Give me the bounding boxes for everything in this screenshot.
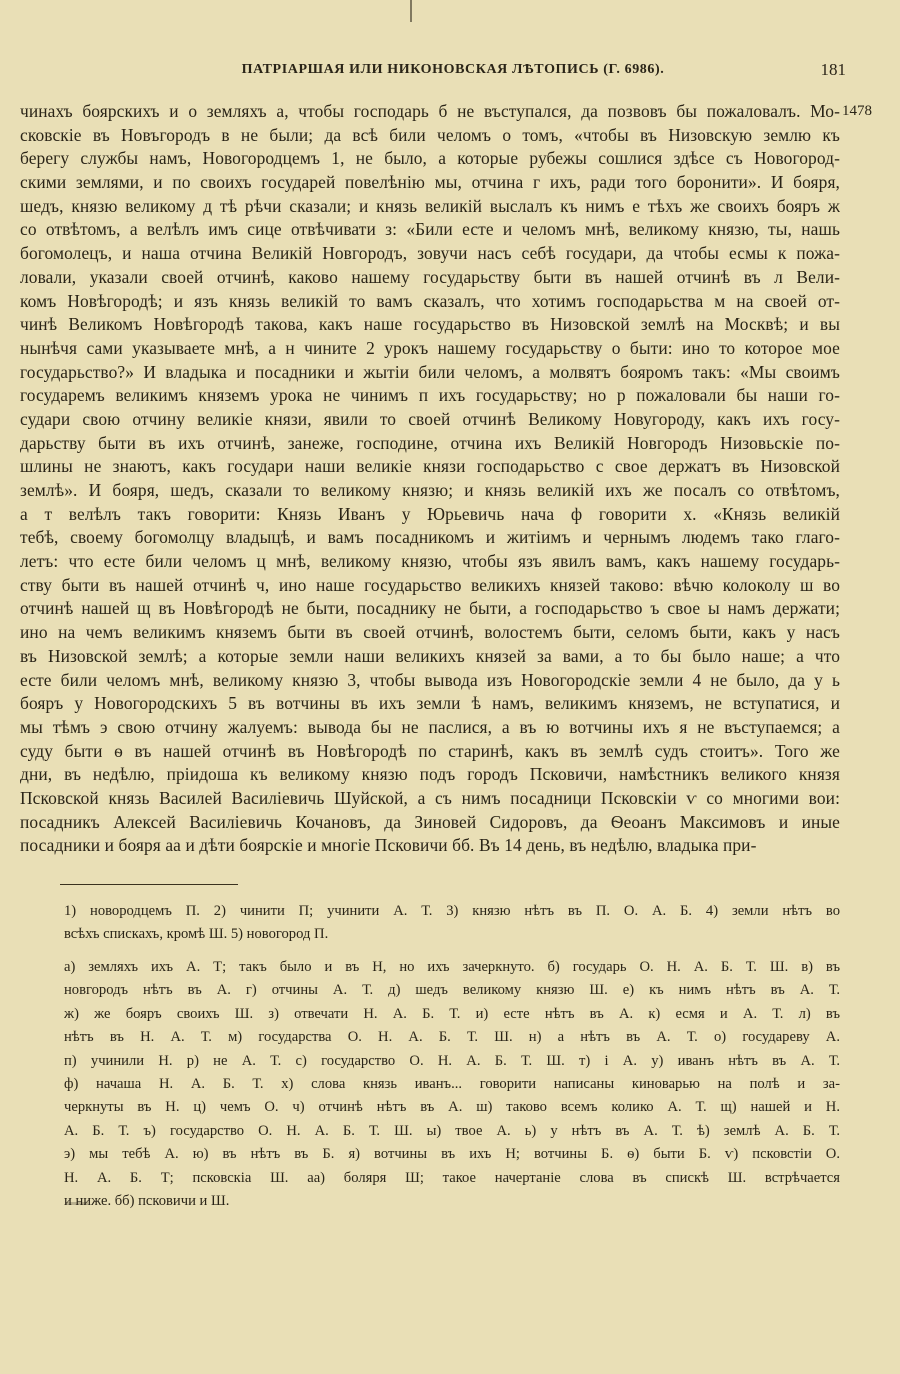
footnote-line: 1) новородцемъ П. 2) чинити П; учинити А. Т. 3) князю нѣтъ въ П. О. А. Б. 4) земли нѣтъ во — [64, 903, 840, 919]
footnote-line: черкнуты въ Н. ц) чемъ О. ч) отчинѣ нѣтъ въ А. ш) таково всемъ колико А. Т. щ) нашей и Н. — [64, 1099, 840, 1116]
text-line: ловали, указали своей отчинѣ, каково нашему государьству быти въ нашей отчинѣ въ л Вели- — [20, 266, 840, 287]
text-line: посадники и бояря аа и дѣти боярскіе и многіе Псковичи бб. Въ 14 день, въ недѣлю, владыка при- — [20, 835, 757, 856]
text-line: комъ Новѣгородѣ; и язъ князь великій то вамъ сказалъ, что хотимъ господарьства м на своей от- — [20, 290, 840, 311]
text-line: ству быти въ нашей отчинѣ ч, ино наше государьство великихъ князей таково: вѣчю колоколу ш во — [20, 574, 840, 595]
text-line: судари свою отчину великіе князи, явили то своей отчинѣ Великому Новугороду, какъ ихъ госу- — [20, 408, 840, 429]
text-line: скими землями, и по своихъ государей повелѣнію мы, отчина г ихъ, ради того боронити». И бояря, — [20, 172, 840, 193]
text-line: Псковской князь Василей Василіевичь Шуйской, а съ нимъ посадници Псковскіи ѵ со многими вои: — [20, 787, 840, 808]
text-line: шедъ, князю великому д тѣ рѣчи сказали; и князь великій выслалъ къ нимъ е тѣхъ же своихъ бояръ ж — [20, 195, 840, 216]
margin-year: 1478 — [842, 103, 872, 119]
footnote-line: ж) же бояръ своихъ Ш. з) отвечати Н. А. Б. Т. и) есте нѣтъ въ А. к) есмя и А. Т. л) въ — [64, 1005, 840, 1022]
text-line: государьство?» И владыка и посадники и жытіи били челомъ, а молвятъ бояромъ такъ: «Мы своимъ — [20, 361, 840, 382]
footnote-line: ф) начаша Н. А. Б. Т. х) слова князь иванъ... говорити написаны киноварью на полѣ и за- — [64, 1075, 840, 1092]
text-line: государемъ великимъ княземъ урока не чинимъ п ихъ государьству; но р пожаловали бы наши го- — [20, 385, 840, 406]
text-line: а т велѣлъ такъ говорити: Князь Иванъ у Юрьевичь нача ф говорити х. «Князь великій — [20, 503, 840, 524]
text-line: тебѣ, своему богомолцу владыцѣ, и вамъ посадникомъ и житіимъ и чернымъ людемъ тако глаго- — [20, 527, 840, 548]
numeric-footnotes — [64, 900, 840, 947]
text-line: есте били челомъ мнѣ, великому князю 3, чтобы вывода изъ Новогородскіе земли 4 не было, да у ь — [20, 669, 840, 690]
text-line: посадникъ Алексей Василіевичь Кочановъ, да Зиновей Сидоровъ, да Ѳеоанъ Максимовъ и иные — [20, 811, 840, 832]
page-number: 181 — [820, 60, 846, 79]
main-text — [20, 100, 840, 858]
text-line: отчинѣ нашей щ въ Новѣгородѣ не быти, посаднику не быти, а господарьство ъ свое ы намъ держати; — [20, 598, 840, 619]
footnote-line: п) учинили Н. р) не А. Т. с) государство О. Н. А. Б. Т. Ш. т) і А. у) иванъ нѣтъ въ А. Т. — [64, 1052, 840, 1069]
text-line: въ Низовской землѣ; а которые земли наши великихъ князей за вами, а то бы было наше; а что — [20, 645, 840, 666]
text-line: летъ: что есте били челомъ ц мнѣ, великому князю, чтобы язъ явилъ вамъ, какъ нашему государь- — [20, 551, 840, 572]
text-line: чинахъ боярскихъ и о земляхъ а, чтобы господарь б не въступался, да позвовъ бы пожаловалъ. Мо- — [20, 101, 840, 121]
text-line: суду быти ѳ въ нашей отчинѣ въ Новѣгородѣ по старинѣ, какъ въ землѣ судъ стоитъ». Того же — [20, 740, 840, 761]
footnote-rule — [60, 884, 238, 885]
text-line: сковскіе въ Новъгородъ в не были; да всѣ били челомъ о томъ, «чтобы въ Низовскую землю къ — [20, 124, 840, 145]
scan-mark — [410, 0, 412, 22]
running-header — [20, 62, 846, 84]
ink-smudge — [66, 1202, 88, 1205]
letter-footnotes — [64, 956, 840, 1213]
text-line: ино на чемъ великимъ княземъ быти въ своей отчинѣ, волостемъ быти, селомъ быти, какъ у насъ — [20, 622, 840, 643]
text-line: шлины не знаютъ, какъ государи наши великіе князи господарьство с свое держатъ въ Низовской — [20, 456, 840, 477]
footnote-line: Н. А. Б. Т; псковскіа Ш. аа) боляря Ш; такое начертаніе слова въ спискѣ Ш. встрѣчается — [64, 1169, 840, 1186]
text-line: со отвѣтомъ, а велѣлъ имъ сице отвѣчивати з: «Били есте и челомъ мнѣ, великому князю, ты, нашь — [20, 219, 840, 240]
text-line: нынѣчя сами указываете мнѣ, а н чините 2 урокъ нашему государьству о быти: ино то которое мое — [20, 337, 840, 358]
footnote-line: а) земляхъ ихъ А. Т; такъ было и въ Н, но ихъ зачеркнуто. б) государь О. Н. А. Б. Т. Ш. в) въ — [64, 959, 840, 975]
text-line: дарьству быти въ ихъ отчинѣ, занеже, господине, отчина ихъ Великій Новгородъ Низовьскіе по- — [20, 432, 840, 453]
footnote-line: и ниже. бб) псковичи и Ш. — [64, 1192, 230, 1209]
text-line: мы тѣмъ э свою отчину жалуемъ: вывода бы не паслися, а въ ю вотчины ихъ я не въступаемся; а — [20, 716, 840, 737]
footnote-line: э) мы тебѣ А. ю) въ нѣтъ въ Б. я) вотчины въ ихъ Н; вотчины Б. ѳ) быти Б. ѵ) псковстіи О. — [64, 1146, 840, 1163]
text-line: бояръ у Новогородскихъ 5 въ вотчины въ ихъ земли ѣ намъ, великимъ княземъ, не вступатися, и — [20, 693, 840, 714]
text-line: богомолецъ, и наша отчина Великій Новгородъ, зовучи насъ себѣ государи, да чтобы есмы к пожа- — [20, 243, 840, 264]
text-line: дни, въ недѣлю, пріидоша къ великому князю подъ городъ Псковичи, намѣстникъ великого князя — [20, 764, 840, 785]
footnote-line: всѣхъ спискахъ, кромѣ Ш. 5) новогород П. — [64, 926, 329, 943]
text-line: землѣ». И бояря, шедъ, сказали то великому князю; и князь великій ихъ же посалъ со отвѣтомъ, — [20, 480, 840, 500]
header-title: ПАТРІАРШАЯ ИЛИ НИКОНОВСКАЯ ЛѢТОПИСЬ (Г. 6986). — [241, 62, 665, 77]
footnote-line: А. Б. Т. ъ) государство О. Н. А. Б. Т. Ш. ы) твое А. ь) у нѣтъ въ А. Т. ѣ) землѣ А. Б. Т. — [64, 1122, 840, 1139]
text-line: берегу службы намъ, Новогородцемъ 1, не было, а которые рубежы сошлися здѣсе съ Новогород- — [20, 148, 840, 169]
footnote-line: нѣтъ въ Н. А. Т. м) государства О. Н. А. Б. Т. Ш. н) а нѣтъ въ А. Т. о) государеву А. — [64, 1029, 840, 1046]
text-line: чинѣ Великомъ Новѣгородѣ такова, какъ наше государьство въ Низовской землѣ на Москвѣ; и вы — [20, 314, 840, 335]
footnote-line: новгородъ нѣтъ въ А. г) отчины А. Т. д) шедъ великому князю Ш. е) къ нимъ нѣтъ въ А. Т. — [64, 982, 840, 999]
